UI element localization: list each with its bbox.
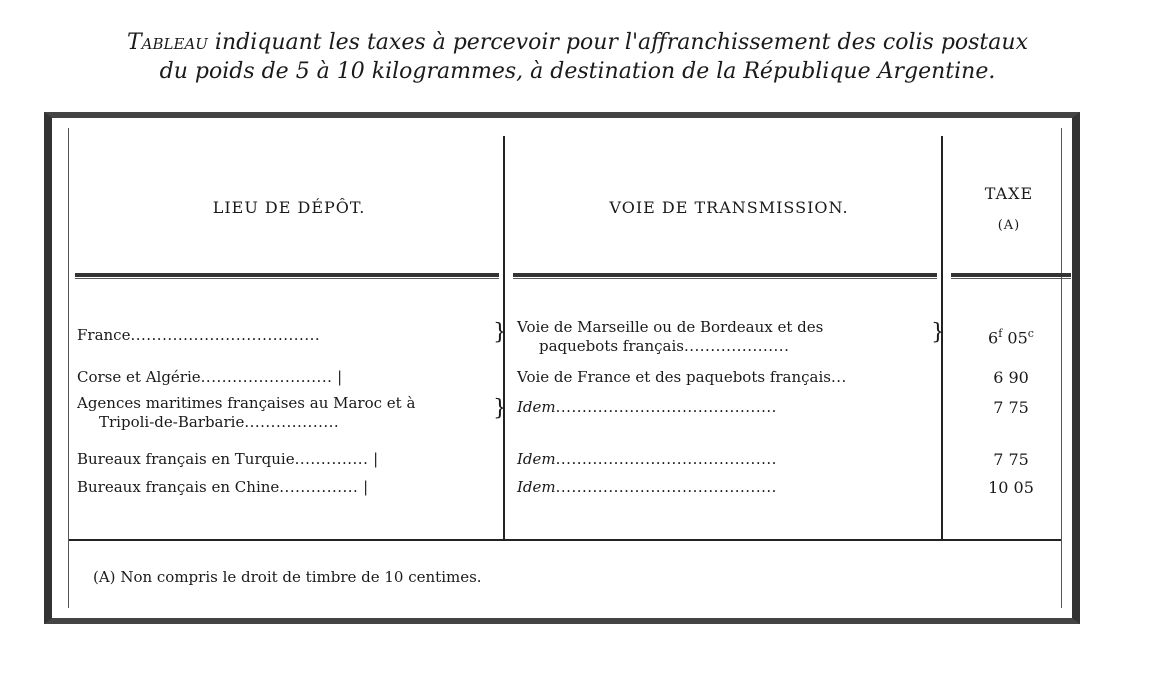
footnote	[93, 568, 482, 586]
header-rule-3	[951, 273, 1071, 277]
document-title	[0, 28, 1155, 86]
row-3-lieu-line-2-text: Tripoli-de-Barbarie	[99, 413, 245, 431]
row-5-lieu: Bureaux français en Chine............... |	[77, 478, 369, 496]
header-rule-1b	[75, 278, 499, 279]
row-1-voie-line-1: Voie de Marseille ou de Bordeaux et des	[517, 318, 824, 336]
row-1-taxe-dec: 05	[1007, 328, 1028, 348]
header-voie: VOIE DE TRANSMISSION.	[609, 198, 849, 217]
row-1-lieu-text: France	[77, 326, 131, 344]
row-2-lieu: Corse et Algérie......................... |	[77, 368, 343, 386]
row-4-voie: Idem..........................................	[517, 450, 777, 468]
row-5-lieu-text: Bureaux français en Chine	[77, 478, 280, 496]
row-4-voie-text: Idem	[517, 450, 556, 468]
row-3-voie-text: Idem	[517, 398, 556, 416]
header-rule-1	[75, 273, 499, 277]
row-4-lieu: Bureaux français en Turquie.............. |	[77, 450, 379, 468]
title-line-1	[0, 28, 1155, 57]
row-3-voie: Idem..........................................	[517, 398, 777, 416]
row-5-taxe: 10 05	[988, 478, 1034, 497]
header-lieu: LIEU DE DÉPÔT.	[212, 198, 366, 217]
row-5-voie-text: Idem	[517, 478, 556, 496]
row-2-lieu-text: Corse et Algérie	[77, 368, 201, 386]
row-2-taxe: 6 90	[993, 368, 1029, 387]
row-1-taxe-int: 6	[988, 328, 999, 348]
row-2-voie-text: Voie de France et des paquebots français	[517, 368, 831, 386]
row-4-lieu-text: Bureaux français en Turquie	[77, 450, 295, 468]
row-3-lieu-line-1: Agences maritimes françaises au Maroc et à	[77, 394, 416, 412]
title-line-1-text: indiquant les taxes à percevoir pour l'affranchissement des colis postaux	[207, 30, 1028, 55]
row-3-brace: }	[493, 396, 507, 421]
header-rule-2b	[513, 278, 937, 279]
footnote-marker: (A)	[93, 568, 116, 586]
row-1-brace: }	[493, 320, 507, 345]
row-1-voie-line-2-text: paquebots français	[539, 337, 684, 355]
header-rule-2	[513, 273, 937, 277]
header-taxe: TAXE	[984, 184, 1034, 203]
row-1-taxe	[951, 327, 1071, 347]
header-taxe-note: (A)	[997, 218, 1021, 233]
header-rule-3b	[951, 278, 1071, 279]
footnote-text: Non compris le droit de timbre de 10 centimes.	[115, 568, 482, 586]
title-line-2: du poids de 5 à 10 kilogrammes, à destination de la République Argentine.	[159, 59, 996, 84]
row-1-taxe-unit: f	[998, 327, 1003, 340]
row-1-voie-line-2: paquebots français....................	[539, 337, 790, 355]
table-frame	[44, 112, 1080, 624]
footnote-rule	[69, 539, 1061, 541]
row-2-voie: Voie de France et des paquebots français...	[517, 368, 847, 386]
row-1-lieu: France....................................	[77, 326, 321, 344]
row-1-voie-brace: }	[931, 320, 945, 345]
title-prefix: Tableau	[127, 30, 208, 55]
row-3-taxe: 7 75	[993, 398, 1029, 417]
table-inner	[68, 128, 1062, 608]
row-5-voie: Idem..........................................	[517, 478, 777, 496]
row-3-lieu-line-2: Tripoli-de-Barbarie..................	[99, 413, 340, 431]
row-4-taxe: 7 75	[993, 450, 1029, 469]
row-1-taxe-cent: c	[1027, 327, 1034, 340]
